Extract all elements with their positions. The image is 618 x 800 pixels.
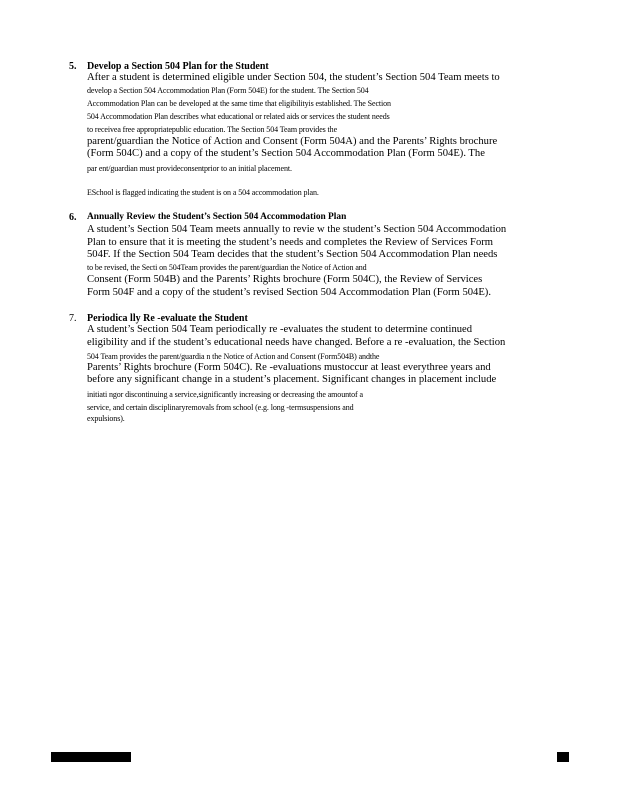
paragraph-line: parent/guardian the Notice of Action and Consent (Form 504A) and the Parents’ Rights brochure [87,136,498,147]
paragraph-line: initiati ngor discontinuing a service,significantly increasing or decreasing the amountof a [87,390,363,399]
paragraph-line: Parents’ Rights brochure (Form 504C). Re -evaluations mustoccur at least everythree years and [87,362,491,373]
paragraph-line: ESchool is flagged indicating the student is on a 504 accommodation plan. [87,188,319,197]
section-heading: Develop a Section 504 Plan for the Student [87,61,269,72]
paragraph-line: 504 Accommodation Plan describes what educational or related aids or services the student needs [87,112,390,121]
section-number: 6. [69,212,77,223]
paragraph-line: Consent (Form 504B) and the Parents’ Rights brochure (Form 504C), the Review of Services [87,274,483,285]
paragraph-line: 504F. If the Section 504 Team decides that the student’s Section 504 Accommodation Plan needs [87,249,498,260]
paragraph-line: eligibility and if the student’s educational needs have changed. Before a re -evaluation, the Section [87,337,506,348]
paragraph-line: service, and certain disciplinaryremovals from school (e.g. long -termsuspensions and [87,403,354,412]
section-heading: Annually Review the Student’s Section 504 Accommodation Plan [87,212,347,222]
paragraph-line: Accommodation Plan can be developed at the same time that eligibilityis established. The Section [87,99,391,108]
paragraph-line: 504 Team provides the parent/guardia n the Notice of Action and Consent (Form504B) andthe [87,352,380,361]
paragraph-line: A student’s Section 504 Team meets annually to revie w the student’s Section 504 Accommodation [87,224,507,235]
footer-redaction-right [557,752,569,762]
section-number: 7. [69,313,77,324]
paragraph-line: After a student is determined eligible under Section 504, the student’s Section 504 Team meets to [87,72,500,83]
section-number: 5. [69,61,77,72]
paragraph-line: Plan to ensure that it is meeting the student’s needs and completes the Review of Services Form [87,237,494,248]
paragraph-line: before any significant change in a student’s placement. Significant changes in placement include [87,374,497,385]
paragraph-line: expulsions). [87,414,125,423]
footer-redaction-left [51,752,131,762]
paragraph-line: Form 504F and a copy of the student’s revised Section 504 Accommodation Plan (Form 504E). [87,287,491,298]
paragraph-line: develop a Section 504 Accommodation Plan (Form 504E) for the student. The Section 504 [87,86,369,95]
section-heading: Periodica lly Re -evaluate the Student [87,313,248,324]
paragraph-line: to receivea free appropriatepublic education. The Section 504 Team provides the [87,125,338,134]
paragraph-line: to be revised, the Secti on 504Team provides the parent/guardian the Notice of Action and [87,263,367,272]
paragraph-line: A student’s Section 504 Team periodically re -evaluates the student to determine continued [87,324,473,335]
paragraph-line: par ent/guardian must provideconsentprior to an initial placement. [87,164,292,173]
paragraph-line: (Form 504C) and a copy of the student’s Section 504 Accommodation Plan (Form 504E). The [87,148,485,159]
